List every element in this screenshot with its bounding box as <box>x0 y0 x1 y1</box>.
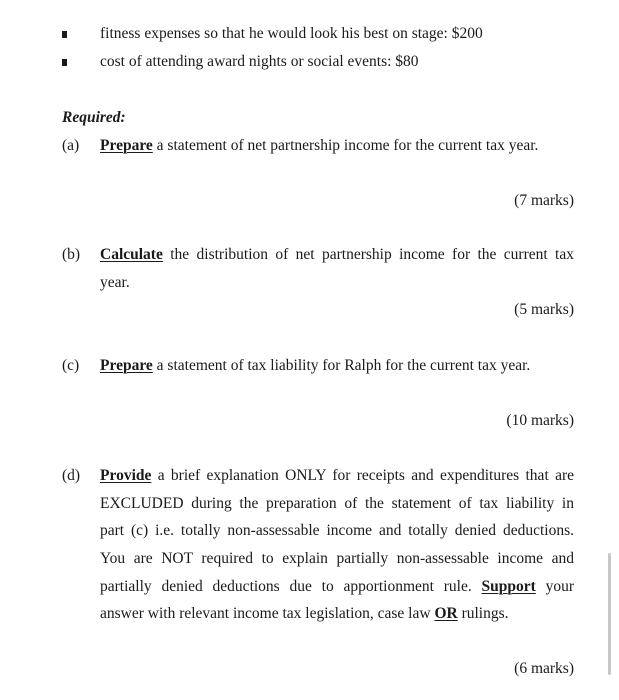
question-b-line-2: year. <box>100 274 130 291</box>
question-d-marks: (6 marks) <box>514 660 574 677</box>
question-d-line-1 <box>100 466 574 486</box>
bullet-marker <box>62 31 67 38</box>
vertical-scrollbar[interactable] <box>608 553 611 675</box>
question-c-body: a statement of tax liability for Ralph for the current tax year. <box>152 357 531 374</box>
bullet-item-award-nights: cost of attending award nights or social events: $80 <box>100 53 419 70</box>
question-b-marks: (5 marks) <box>514 301 574 318</box>
question-b-label: (b) <box>62 246 81 263</box>
question-d-line-4: You are NOT required to explain partially non-assessable income and <box>100 550 574 567</box>
question-d-keyword: Provide <box>100 467 152 484</box>
question-d-label: (d) <box>62 467 81 484</box>
question-d-or-keyword: OR <box>434 605 458 622</box>
bullet-marker <box>62 59 67 66</box>
question-d-body-6-end: rulings. <box>457 605 509 622</box>
question-a-text <box>100 136 538 156</box>
question-a-label: (a) <box>62 137 80 154</box>
question-b-line-1 <box>100 245 574 265</box>
question-d-line-5 <box>100 577 574 597</box>
question-c-marks: (10 marks) <box>506 412 574 429</box>
question-d-body-6: answer with relevant income tax legislation, case law <box>100 605 431 622</box>
question-d-line-3: part (c) i.e. totally non-assessable income and totally denied deductions. <box>100 522 574 539</box>
question-c-keyword: Prepare <box>100 357 153 374</box>
question-b-keyword: Calculate <box>100 246 163 263</box>
question-d-body-5: partially denied deductions due to apportionment rule. <box>100 578 472 595</box>
required-heading: Required: <box>62 109 126 126</box>
question-d-body-5-end: your <box>545 578 574 595</box>
question-a-body: a statement of net partnership income for the current tax year. <box>152 137 539 154</box>
question-a-marks: (7 marks) <box>514 192 574 209</box>
bullet-item-fitness: fitness expenses so that he would look his best on stage: $200 <box>100 25 483 42</box>
question-d-body-1: a brief explanation ONLY for receipts and expenditures that are <box>157 467 574 484</box>
question-d-line-2: EXCLUDED during the preparation of the statement of tax liability in <box>100 495 574 512</box>
question-d-support-keyword: Support <box>481 578 536 595</box>
question-c-label: (c) <box>62 357 80 374</box>
question-d-line-6 <box>100 604 509 624</box>
question-a-keyword: Prepare <box>100 137 153 154</box>
question-b-body: the distribution of net partnership income for the current tax <box>170 246 574 263</box>
question-c-text <box>100 356 530 376</box>
